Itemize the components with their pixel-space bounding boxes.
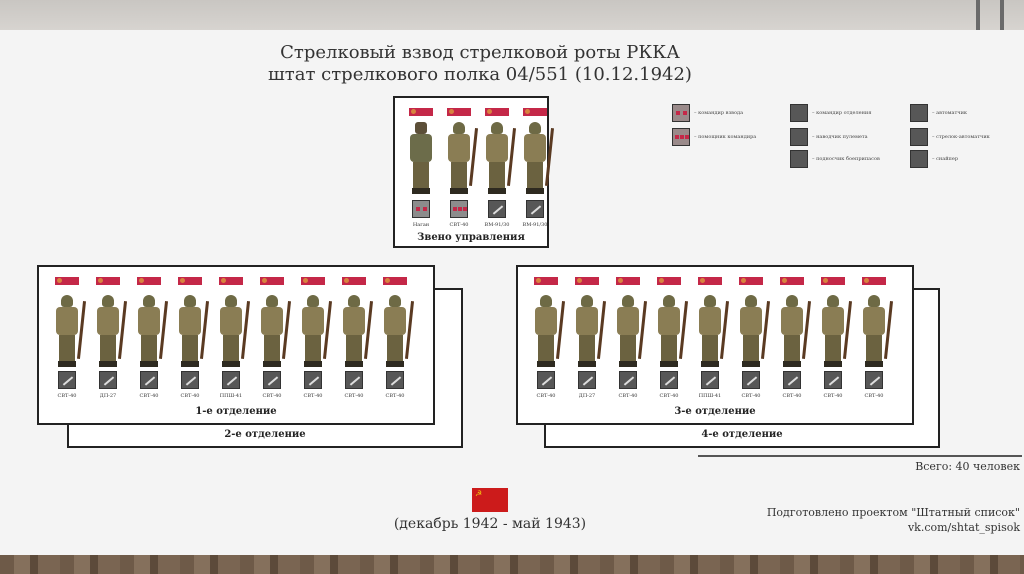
rank-insignia-icon: [450, 200, 468, 218]
weapon-label: СВТ-40: [303, 393, 323, 399]
weapon-label: ППШ-41: [698, 393, 722, 399]
red-banner-icon: [219, 277, 243, 285]
soldier-figure: [819, 295, 847, 369]
red-banner-icon: [485, 108, 509, 116]
weapon-role-icon: [345, 371, 363, 389]
soldier-figure: [176, 295, 204, 369]
weapon-label: СВТ-40: [139, 393, 159, 399]
weapon-role-icon: [222, 371, 240, 389]
soldier-figure: [53, 295, 81, 369]
total-label: Всего: 40 человек: [915, 460, 1020, 473]
ussr-flag-icon: [472, 488, 508, 512]
weapon-role-icon: [619, 371, 637, 389]
weapon-label: СВТ-40: [344, 393, 364, 399]
title-line-2: штат стрелкового полка 04/551 (10.12.1942): [268, 64, 692, 85]
soldier-figure: [340, 295, 368, 369]
soldier-figure: [655, 295, 683, 369]
weapon-label: ДП-27: [99, 393, 117, 399]
weapon-role-icon: [99, 371, 117, 389]
red-banner-icon: [96, 277, 120, 285]
legend-label: – подносчик боеприпасов: [812, 156, 880, 162]
machine-gun-icon: [790, 128, 808, 146]
weapon-label: ВМ-91/30: [522, 222, 548, 228]
weapon-label: СВТ-40: [782, 393, 802, 399]
red-banner-icon: [698, 277, 722, 285]
weapon-role-icon: [526, 200, 544, 218]
sniper-icon: [910, 150, 928, 168]
red-banner-icon: [534, 277, 558, 285]
credit-line-1: Подготовлено проектом "Штатный список": [766, 506, 1020, 519]
divider: [698, 455, 1022, 457]
legend-label: – командир взвода: [694, 110, 744, 116]
soldier-figure: [532, 295, 560, 369]
weapon-role-icon: [58, 371, 76, 389]
red-banner-icon: [178, 277, 202, 285]
top-strip: [0, 0, 1024, 30]
smg-icon: [910, 104, 928, 122]
weapon-label: ППШ-41: [219, 393, 243, 399]
weapon-role-icon: [578, 371, 596, 389]
weapon-label: СВТ-40: [536, 393, 556, 399]
red-banner-icon: [657, 277, 681, 285]
squad-3-box: [516, 265, 914, 425]
ammo-icon: [790, 150, 808, 168]
corner-bars: [970, 0, 1010, 30]
squad-1-label: 1-е отделение: [195, 406, 277, 417]
weapon-role-icon: [304, 371, 322, 389]
soldier-figure: [860, 295, 888, 369]
red-banner-icon: [55, 277, 79, 285]
weapon-label: СВТ-40: [449, 222, 469, 228]
weapon-label: СВТ-40: [659, 393, 679, 399]
squad-3-label: 3-е отделение: [674, 406, 756, 417]
rank-2-icon: [672, 104, 690, 122]
squad-1-box: [37, 265, 435, 425]
weapon-label: Наган: [412, 222, 430, 228]
weapon-label: СВТ-40: [57, 393, 77, 399]
red-banner-icon: [821, 277, 845, 285]
weapon-label: СВТ-40: [864, 393, 884, 399]
title-line-1: Стрелковый взвод стрелковой роты РККА: [280, 42, 680, 63]
weapon-role-icon: [865, 371, 883, 389]
red-banner-icon: [780, 277, 804, 285]
red-banner-icon: [383, 277, 407, 285]
soldier-figure: [737, 295, 765, 369]
red-banner-icon: [575, 277, 599, 285]
weapon-role-icon: [824, 371, 842, 389]
legend-label: – помощник командира: [694, 134, 757, 140]
weapon-label: СВТ-40: [180, 393, 200, 399]
weapon-role-icon: [386, 371, 404, 389]
weapon-role-icon: [140, 371, 158, 389]
red-banner-icon: [342, 277, 366, 285]
chevron-icon: [790, 104, 808, 122]
weapon-role-icon: [488, 200, 506, 218]
red-banner-icon: [137, 277, 161, 285]
red-banner-icon: [409, 108, 433, 116]
weapon-role-icon: [537, 371, 555, 389]
weapon-label: ДП-27: [578, 393, 596, 399]
soldier-figure: [217, 295, 245, 369]
legend-label: – снайпер: [932, 156, 959, 162]
soldier-figure: [614, 295, 642, 369]
weapon-label: СВТ-40: [262, 393, 282, 399]
command-group-box: [393, 96, 549, 248]
soldier-figure: [521, 122, 549, 196]
weapon-label: СВТ-40: [741, 393, 761, 399]
legend-label: – наводчик пулемета: [812, 134, 868, 140]
soldier-figure: [696, 295, 724, 369]
soldier-figure: [135, 295, 163, 369]
weapon-role-icon: [660, 371, 678, 389]
soldier-figure: [483, 122, 511, 196]
soldier-figure: [778, 295, 806, 369]
soldier-figure: [381, 295, 409, 369]
weapon-role-icon: [263, 371, 281, 389]
command-group-label: Звено управления: [417, 232, 525, 243]
red-banner-icon: [862, 277, 886, 285]
rifle-icon: [910, 128, 928, 146]
red-banner-icon: [447, 108, 471, 116]
squad-2-label: 2-е отделение: [224, 429, 306, 440]
soldier-figure: [299, 295, 327, 369]
rank-3-icon: [672, 128, 690, 146]
legend-label: – командир отделения: [812, 110, 872, 116]
credit-link[interactable]: vk.com/shtat_spisok: [907, 521, 1020, 534]
red-banner-icon: [739, 277, 763, 285]
soldier-figure: [573, 295, 601, 369]
red-banner-icon: [301, 277, 325, 285]
legend-label: – стрелок-автоматчик: [932, 134, 990, 140]
weapon-role-icon: [701, 371, 719, 389]
weapon-label: СВТ-40: [618, 393, 638, 399]
weapon-role-icon: [783, 371, 801, 389]
red-banner-icon: [523, 108, 547, 116]
red-banner-icon: [260, 277, 284, 285]
weapon-role-icon: [181, 371, 199, 389]
soldier-figure: [94, 295, 122, 369]
soldier-figure: [407, 122, 435, 196]
weapon-label: СВТ-40: [385, 393, 405, 399]
soldier-figure: [258, 295, 286, 369]
weapon-role-icon: [742, 371, 760, 389]
legend-label: – автоматчик: [932, 110, 968, 116]
red-banner-icon: [616, 277, 640, 285]
squad-4-label: 4-е отделение: [701, 429, 783, 440]
weapon-label: СВТ-40: [823, 393, 843, 399]
rank-insignia-icon: [412, 200, 430, 218]
weapon-label: ВМ-91/30: [484, 222, 510, 228]
soldier-figure: [445, 122, 473, 196]
period-label: (декабрь 1942 - май 1943): [393, 516, 587, 532]
